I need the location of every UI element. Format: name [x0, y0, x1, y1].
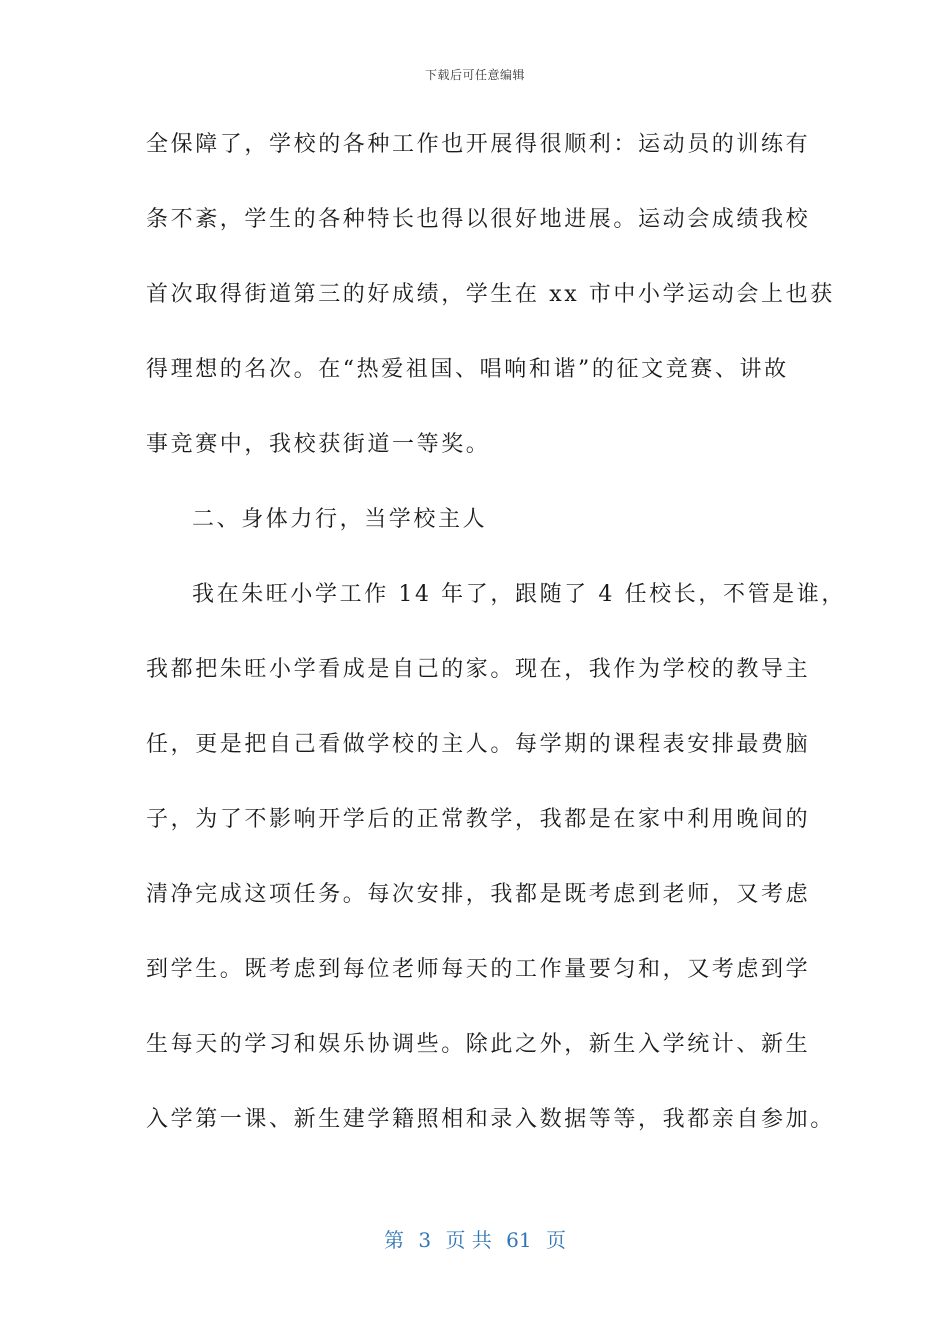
text-line: 全保障了，学校的各种工作也开展得很顺利：运动员的训练有: [146, 132, 811, 157]
current-page-number: 3: [418, 1228, 432, 1252]
footer-prefix: 第: [384, 1228, 404, 1252]
text-line: 我在朱旺小学工作 14 年了，跟随了 4 任校长，不管是谁，: [192, 582, 846, 607]
text-line: 我都把朱旺小学看成是自己的家。现在，我作为学校的教导主: [146, 657, 811, 682]
text-line: 得理想的名次。在“热爱祖国、唱响和谐”的征文竞赛、讲故: [146, 357, 789, 382]
text-line: 清净完成这项任务。每次安排，我都是既考虑到老师，又考虑: [146, 882, 811, 907]
page-footer: [0, 1224, 950, 1253]
text-line: 子，为了不影响开学后的正常教学，我都是在家中利用晚间的: [146, 807, 811, 832]
text-line: 条不紊，学生的各种特长也得以很好地进展。运动会成绩我校: [146, 207, 811, 232]
total-pages-number: 61: [506, 1228, 532, 1252]
document-body: [146, 126, 846, 1176]
footer-suffix: 页: [545, 1228, 566, 1252]
section-heading: 二、身体力行，当学校主人: [192, 507, 488, 532]
footer-middle: 页 共: [445, 1228, 492, 1252]
text-line: 事竞赛中，我校获街道一等奖。: [146, 432, 491, 457]
text-line: 任，更是把自己看做学校的主人。每学期的课程表安排最费脑: [146, 732, 811, 757]
text-line: 首次取得街道第三的好成绩，学生在 xx 市中小学运动会上也获: [146, 282, 835, 307]
text-line: 入学第一课、新生建学籍照相和录入数据等等，我都亲自参加。: [146, 1107, 835, 1132]
page-header: 下载后可任意编辑: [424, 68, 525, 82]
text-line: 到学生。既考虑到每位老师每天的工作量要匀和，又考虑到学: [146, 957, 811, 982]
text-line: 生每天的学习和娱乐协调些。除此之外，新生入学统计、新生: [146, 1032, 811, 1057]
